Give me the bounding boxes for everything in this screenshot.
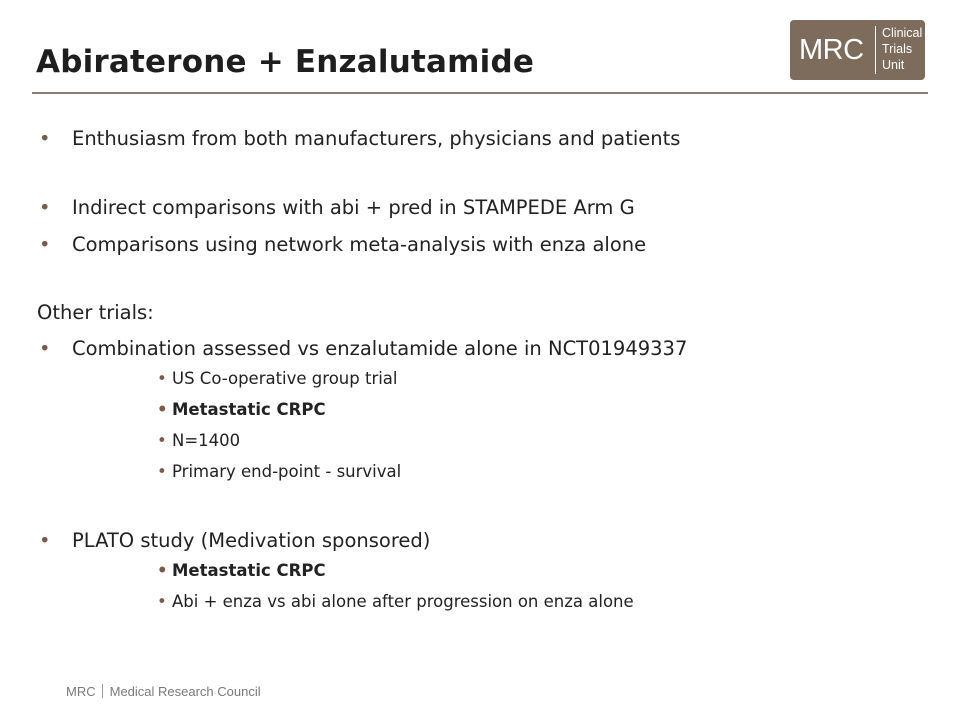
sub-bullet: • Metastatic CRPC [157,561,326,580]
sub-bullet: • US Co-operative group trial [157,369,398,388]
footer-org-name: Medical Research Council [109,684,261,699]
bullet-nct-trial: • Combination assessed vs enzalutamide alone in NCT01949337 [37,337,687,360]
mrc-ctu-logo [790,20,925,80]
slide-title: Abiraterone + Enzalutamide [36,44,535,80]
sub-bullet: • Abi + enza vs abi alone after progression on enza alone [157,592,634,611]
bullet-network-meta-analysis: • Comparisons using network meta-analysis with enza alone [37,233,646,256]
title-divider [32,92,928,94]
logo-line-trials: Trials [882,42,913,56]
bullet-enthusiasm: • Enthusiasm from both manufacturers, physicians and patients [37,127,680,150]
logo-unit-text [882,25,922,73]
logo-mrc-text: MRC [799,34,864,66]
logo-line-unit: Unit [882,58,905,72]
bullet-indirect-comparisons: • Indirect comparisons with abi + pred in STAMPEDE Arm G [37,196,635,219]
footer-mrc [66,684,261,699]
sub-bullet: • Metastatic CRPC [157,400,326,419]
logo-line-clinical: Clinical [882,26,923,40]
footer-divider [102,684,103,698]
bullet-plato-study: • PLATO study (Medivation sponsored) [37,529,430,552]
sub-bullet: • Primary end-point - survival [157,462,401,481]
footer-abbr: MRC [66,684,96,699]
logo-divider [875,26,876,74]
other-trials-heading: Other trials: [37,301,154,324]
sub-bullet: • N=1400 [157,431,240,450]
